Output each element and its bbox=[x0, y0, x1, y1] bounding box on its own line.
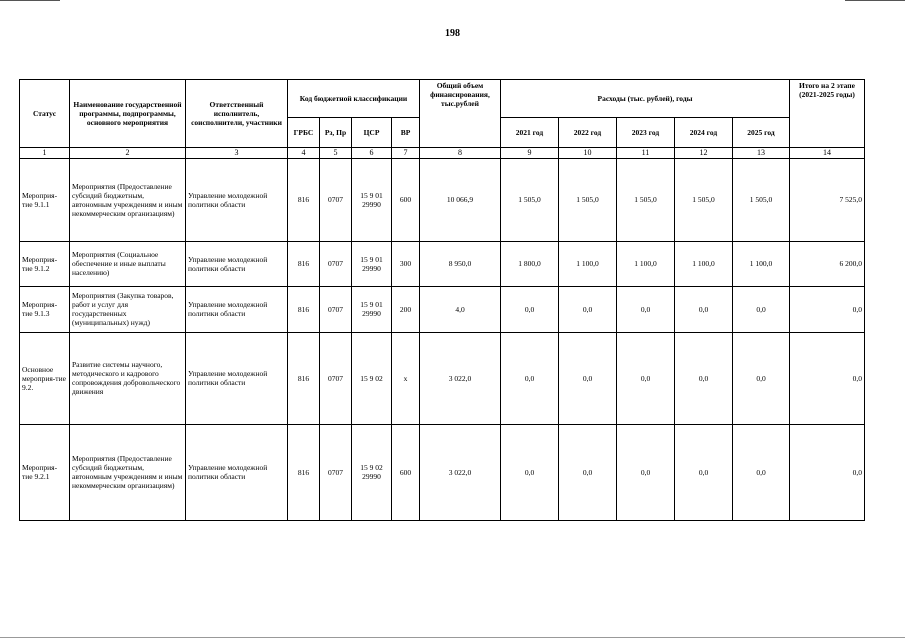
row-year-2023: 0,0 bbox=[617, 286, 675, 332]
header-status: Статус bbox=[20, 80, 70, 148]
row-name: Мероприятия (Предоставление субсидий бюджетным, автономным учреждениям и иным некоммерческим организациям) bbox=[70, 424, 186, 520]
row-stage-total: 0,0 bbox=[790, 424, 865, 520]
row-status: Мероприя-тие 9.1.1 bbox=[20, 158, 70, 241]
header-year-2025: 2025 год bbox=[733, 118, 790, 148]
row-year-2021: 1 505,0 bbox=[501, 158, 559, 241]
row-stage-total: 6 200,0 bbox=[790, 241, 865, 286]
row-name: Развитие системы научного, методического и кадрового сопровождения добровольческого движения bbox=[70, 332, 186, 424]
row-rzpr: 0707 bbox=[320, 241, 352, 286]
row-year-2023: 0,0 bbox=[617, 332, 675, 424]
row-csr: 15 9 01 29990 bbox=[352, 241, 392, 286]
row-status: Основное мероприя-тие 9.2. bbox=[20, 332, 70, 424]
row-stage-total: 0,0 bbox=[790, 286, 865, 332]
row-executor: Управление молодежной политики области bbox=[186, 286, 288, 332]
bottom-frame-line bbox=[0, 637, 905, 638]
row-vr: 200 bbox=[392, 286, 420, 332]
column-number: 12 bbox=[675, 148, 733, 159]
row-year-2025: 0,0 bbox=[733, 286, 790, 332]
row-grbs: 816 bbox=[288, 286, 320, 332]
row-grbs: 816 bbox=[288, 241, 320, 286]
header-year-2022: 2022 год bbox=[559, 118, 617, 148]
column-number: 1 bbox=[20, 148, 70, 159]
column-number: 3 bbox=[186, 148, 288, 159]
row-name: Мероприятия (Предоставление субсидий бюджетным, автономным учреждениям и иным некоммерческим организациям) bbox=[70, 158, 186, 241]
column-number: 11 bbox=[617, 148, 675, 159]
row-vr: 600 bbox=[392, 158, 420, 241]
column-number: 2 bbox=[70, 148, 186, 159]
table-row bbox=[20, 332, 865, 424]
row-executor: Управление молодежной политики области bbox=[186, 241, 288, 286]
header-year-2023: 2023 год bbox=[617, 118, 675, 148]
row-year-2023: 0,0 bbox=[617, 424, 675, 520]
row-vr: х bbox=[392, 332, 420, 424]
row-executor: Управление молодежной политики области bbox=[186, 424, 288, 520]
row-status: Мероприя-тие 9.1.3 bbox=[20, 286, 70, 332]
header-year-2021: 2021 год bbox=[501, 118, 559, 148]
header-year-2024: 2024 год bbox=[675, 118, 733, 148]
row-total: 4,0 bbox=[420, 286, 501, 332]
column-number: 10 bbox=[559, 148, 617, 159]
row-year-2024: 0,0 bbox=[675, 332, 733, 424]
row-year-2025: 1 100,0 bbox=[733, 241, 790, 286]
header-csr: ЦСР bbox=[352, 118, 392, 148]
row-csr: 15 9 02 bbox=[352, 332, 392, 424]
column-number: 13 bbox=[733, 148, 790, 159]
table-row bbox=[20, 158, 865, 241]
table-row bbox=[20, 241, 865, 286]
row-csr: 15 9 01 29990 bbox=[352, 158, 392, 241]
row-year-2022: 1 505,0 bbox=[559, 158, 617, 241]
header-executor: Ответственный исполнитель, соисполнители, участники bbox=[186, 80, 288, 148]
row-rzpr: 0707 bbox=[320, 424, 352, 520]
row-year-2022: 1 100,0 bbox=[559, 241, 617, 286]
table-row bbox=[20, 424, 865, 520]
row-name: Мероприятия (Социальное обеспечение и иные выплаты населению) bbox=[70, 241, 186, 286]
row-stage-total: 0,0 bbox=[790, 332, 865, 424]
row-name: Мероприятия (Закупка товаров, работ и услуг для государственных (муниципальных) нужд) bbox=[70, 286, 186, 332]
column-number: 4 bbox=[288, 148, 320, 159]
row-csr: 15 9 02 29990 bbox=[352, 424, 392, 520]
row-year-2025: 0,0 bbox=[733, 332, 790, 424]
row-rzpr: 0707 bbox=[320, 332, 352, 424]
row-rzpr: 0707 bbox=[320, 286, 352, 332]
row-vr: 300 bbox=[392, 241, 420, 286]
row-vr: 600 bbox=[392, 424, 420, 520]
row-year-2022: 0,0 bbox=[559, 286, 617, 332]
row-year-2024: 0,0 bbox=[675, 286, 733, 332]
header-grbs: ГРБС bbox=[288, 118, 320, 148]
column-number: 14 bbox=[790, 148, 865, 159]
row-status: Мероприя-тие 9.1.2 bbox=[20, 241, 70, 286]
top-left-frame-line bbox=[0, 0, 60, 1]
row-csr: 15 9 01 29990 bbox=[352, 286, 392, 332]
row-year-2022: 0,0 bbox=[559, 424, 617, 520]
budget-table bbox=[19, 79, 865, 521]
row-total: 3 022,0 bbox=[420, 424, 501, 520]
row-year-2021: 0,0 bbox=[501, 286, 559, 332]
top-right-frame-line bbox=[845, 0, 905, 1]
page-number: 198 bbox=[445, 28, 460, 39]
row-total: 10 066,9 bbox=[420, 158, 501, 241]
row-year-2021: 1 800,0 bbox=[501, 241, 559, 286]
row-year-2024: 1 505,0 bbox=[675, 158, 733, 241]
row-year-2025: 1 505,0 bbox=[733, 158, 790, 241]
header-total: Общий объем финансирования, тыс.рублей bbox=[420, 80, 501, 148]
row-executor: Управление молодежной политики области bbox=[186, 332, 288, 424]
header-vr: ВР bbox=[392, 118, 420, 148]
row-year-2024: 0,0 bbox=[675, 424, 733, 520]
row-year-2024: 1 100,0 bbox=[675, 241, 733, 286]
row-total: 3 022,0 bbox=[420, 332, 501, 424]
row-grbs: 816 bbox=[288, 332, 320, 424]
column-number: 6 bbox=[352, 148, 392, 159]
row-year-2023: 1 100,0 bbox=[617, 241, 675, 286]
header-stage-total: Итого на 2 этапе (2021-2025 годы) bbox=[790, 80, 865, 148]
column-number: 8 bbox=[420, 148, 501, 159]
header-name: Наименование государственной программы, подпрограммы, основного мероприятия bbox=[70, 80, 186, 148]
row-grbs: 816 bbox=[288, 424, 320, 520]
header-rzpr: Рз, Пр bbox=[320, 118, 352, 148]
row-stage-total: 7 525,0 bbox=[790, 158, 865, 241]
row-rzpr: 0707 bbox=[320, 158, 352, 241]
column-number: 7 bbox=[392, 148, 420, 159]
row-year-2023: 1 505,0 bbox=[617, 158, 675, 241]
column-number: 5 bbox=[320, 148, 352, 159]
row-executor: Управление молодежной политики области bbox=[186, 158, 288, 241]
row-year-2021: 0,0 bbox=[501, 424, 559, 520]
column-number: 9 bbox=[501, 148, 559, 159]
header-budget-code: Код бюджетной классификации bbox=[288, 80, 420, 118]
row-year-2021: 0,0 bbox=[501, 332, 559, 424]
row-year-2025: 0,0 bbox=[733, 424, 790, 520]
row-total: 8 950,0 bbox=[420, 241, 501, 286]
row-year-2022: 0,0 bbox=[559, 332, 617, 424]
row-grbs: 816 bbox=[288, 158, 320, 241]
header-expenses: Расходы (тыс. рублей), годы bbox=[501, 80, 790, 118]
row-status: Мероприя-тие 9.2.1 bbox=[20, 424, 70, 520]
table-row bbox=[20, 286, 865, 332]
